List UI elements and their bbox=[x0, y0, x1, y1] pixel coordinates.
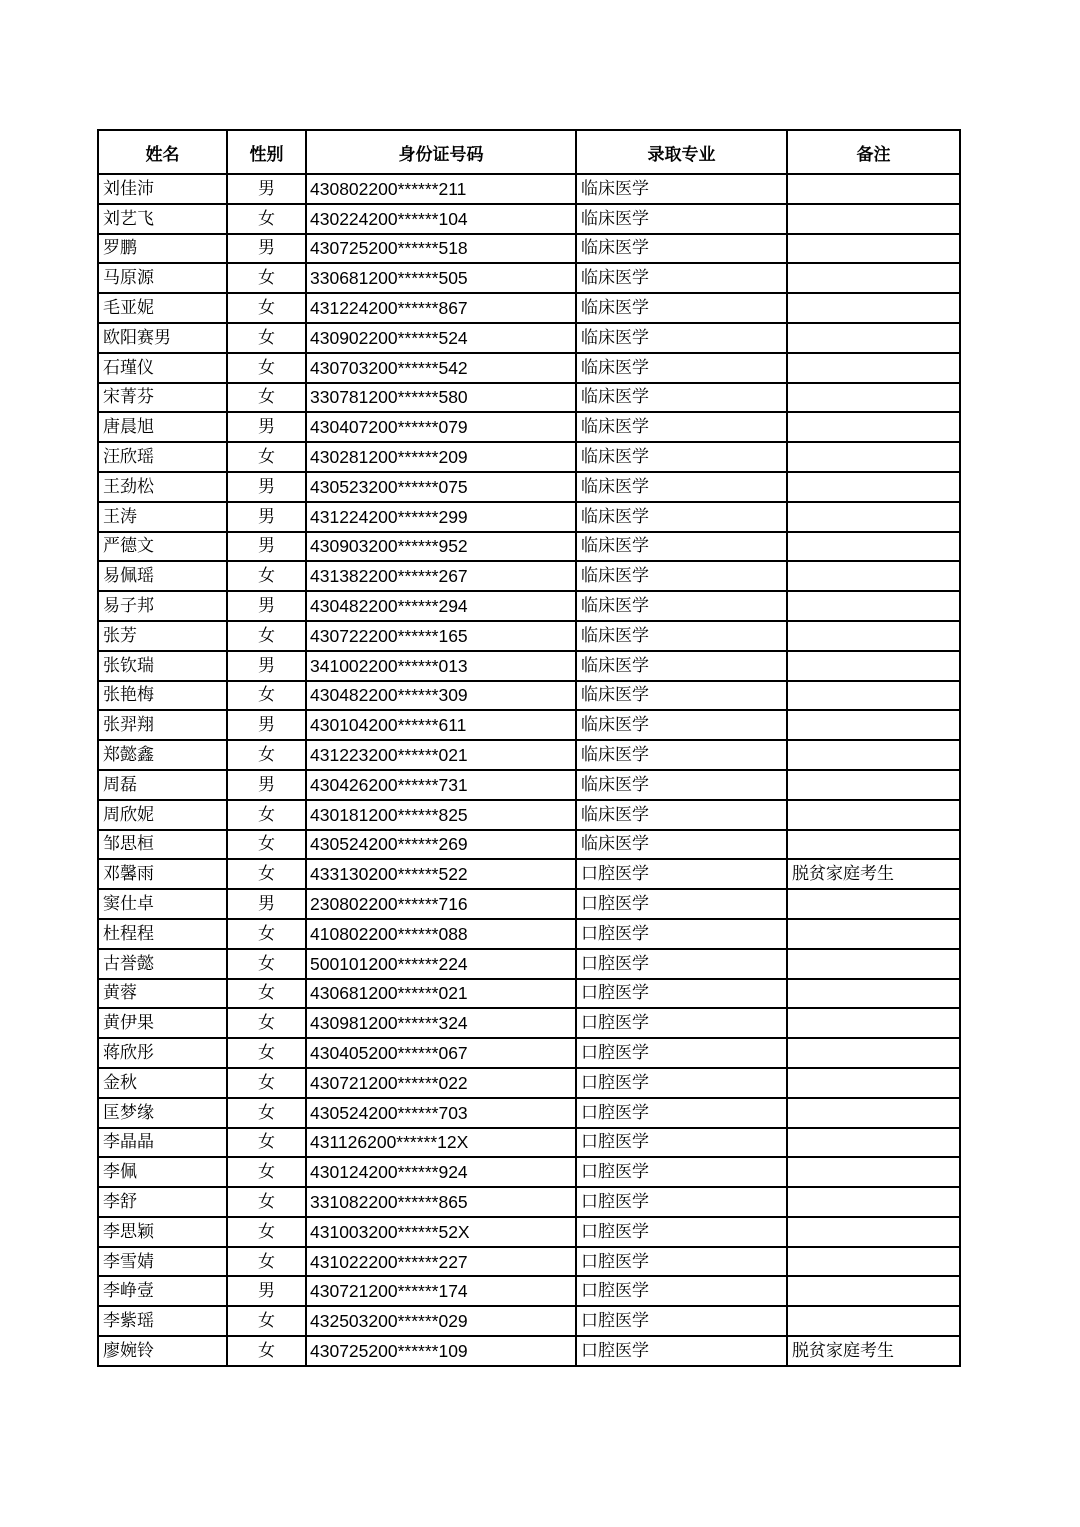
table-row bbox=[98, 532, 960, 562]
name-cell: 张羿翔 bbox=[98, 710, 227, 740]
header-id-number: 身份证号码 bbox=[306, 130, 576, 174]
id-number-cell: 430681200******021 bbox=[306, 979, 576, 1009]
id-number-cell: 430721200******174 bbox=[306, 1276, 576, 1306]
name-cell: 欧阳赛男 bbox=[98, 323, 227, 353]
remark-cell bbox=[787, 263, 960, 293]
gender-cell: 女 bbox=[227, 740, 306, 770]
table-row bbox=[98, 1306, 960, 1336]
remark-cell bbox=[787, 502, 960, 532]
major-cell: 临床医学 bbox=[576, 710, 787, 740]
name-cell: 郑懿鑫 bbox=[98, 740, 227, 770]
remark-cell bbox=[787, 323, 960, 353]
major-cell: 临床医学 bbox=[576, 412, 787, 442]
id-number-cell: 430405200******067 bbox=[306, 1038, 576, 1068]
name-cell: 易子邦 bbox=[98, 591, 227, 621]
table-row bbox=[98, 919, 960, 949]
id-number-cell: 430721200******022 bbox=[306, 1068, 576, 1098]
major-cell: 临床医学 bbox=[576, 472, 787, 502]
name-cell: 蒋欣彤 bbox=[98, 1038, 227, 1068]
header-gender: 性别 bbox=[227, 130, 306, 174]
remark-cell bbox=[787, 979, 960, 1009]
table-row bbox=[98, 1247, 960, 1277]
remark-cell bbox=[787, 1128, 960, 1158]
name-cell: 石瑾仪 bbox=[98, 353, 227, 383]
id-number-cell: 431224200******867 bbox=[306, 293, 576, 323]
table-row bbox=[98, 1187, 960, 1217]
id-number-cell: 430722200******165 bbox=[306, 621, 576, 651]
remark-cell bbox=[787, 1098, 960, 1128]
gender-cell: 男 bbox=[227, 502, 306, 532]
table-row bbox=[98, 383, 960, 413]
remark-cell bbox=[787, 949, 960, 979]
remark-cell bbox=[787, 1068, 960, 1098]
gender-cell: 女 bbox=[227, 353, 306, 383]
remark-cell bbox=[787, 919, 960, 949]
id-number-cell: 430902200******524 bbox=[306, 323, 576, 353]
name-cell: 李佩 bbox=[98, 1157, 227, 1187]
table-row bbox=[98, 949, 960, 979]
table-row bbox=[98, 621, 960, 651]
name-cell: 邓馨雨 bbox=[98, 859, 227, 889]
name-cell: 周磊 bbox=[98, 770, 227, 800]
header-major: 录取专业 bbox=[576, 130, 787, 174]
major-cell: 口腔医学 bbox=[576, 1157, 787, 1187]
remark-cell bbox=[787, 1187, 960, 1217]
table-row bbox=[98, 830, 960, 860]
table-row bbox=[98, 502, 960, 532]
id-number-cell: 430407200******079 bbox=[306, 412, 576, 442]
gender-cell: 女 bbox=[227, 1128, 306, 1158]
remark-cell bbox=[787, 770, 960, 800]
major-cell: 口腔医学 bbox=[576, 1038, 787, 1068]
id-number-cell: 430104200******611 bbox=[306, 710, 576, 740]
gender-cell: 女 bbox=[227, 204, 306, 234]
major-cell: 临床医学 bbox=[576, 621, 787, 651]
remark-cell bbox=[787, 353, 960, 383]
name-cell: 李雪婧 bbox=[98, 1247, 227, 1277]
table-row bbox=[98, 353, 960, 383]
major-cell: 临床医学 bbox=[576, 591, 787, 621]
major-cell: 临床医学 bbox=[576, 502, 787, 532]
gender-cell: 女 bbox=[227, 561, 306, 591]
table-row bbox=[98, 204, 960, 234]
gender-cell: 男 bbox=[227, 234, 306, 264]
remark-cell bbox=[787, 234, 960, 264]
gender-cell: 女 bbox=[227, 979, 306, 1009]
gender-cell: 女 bbox=[227, 1217, 306, 1247]
table-row bbox=[98, 770, 960, 800]
table-row bbox=[98, 561, 960, 591]
gender-cell: 女 bbox=[227, 323, 306, 353]
name-cell: 窦仕卓 bbox=[98, 889, 227, 919]
gender-cell: 女 bbox=[227, 1008, 306, 1038]
major-cell: 临床医学 bbox=[576, 204, 787, 234]
name-cell: 周欣妮 bbox=[98, 800, 227, 830]
name-cell: 李紫瑶 bbox=[98, 1306, 227, 1336]
remark-cell bbox=[787, 293, 960, 323]
major-cell: 口腔医学 bbox=[576, 1128, 787, 1158]
id-number-cell: 433130200******522 bbox=[306, 859, 576, 889]
table-row bbox=[98, 293, 960, 323]
id-number-cell: 430703200******542 bbox=[306, 353, 576, 383]
gender-cell: 女 bbox=[227, 830, 306, 860]
table-row bbox=[98, 1098, 960, 1128]
id-number-cell: 430524200******269 bbox=[306, 830, 576, 860]
id-number-cell: 430523200******075 bbox=[306, 472, 576, 502]
major-cell: 临床医学 bbox=[576, 740, 787, 770]
major-cell: 口腔医学 bbox=[576, 1068, 787, 1098]
table-row bbox=[98, 1128, 960, 1158]
name-cell: 杜程程 bbox=[98, 919, 227, 949]
gender-cell: 女 bbox=[227, 919, 306, 949]
name-cell: 李峥壹 bbox=[98, 1276, 227, 1306]
table-row bbox=[98, 472, 960, 502]
gender-cell: 女 bbox=[227, 949, 306, 979]
name-cell: 王劲松 bbox=[98, 472, 227, 502]
table-row bbox=[98, 1008, 960, 1038]
name-cell: 邹思桓 bbox=[98, 830, 227, 860]
major-cell: 临床医学 bbox=[576, 234, 787, 264]
id-number-cell: 431223200******021 bbox=[306, 740, 576, 770]
name-cell: 易佩瑶 bbox=[98, 561, 227, 591]
gender-cell: 女 bbox=[227, 263, 306, 293]
major-cell: 口腔医学 bbox=[576, 1217, 787, 1247]
id-number-cell: 330781200******580 bbox=[306, 383, 576, 413]
gender-cell: 女 bbox=[227, 293, 306, 323]
table-row bbox=[98, 174, 960, 204]
id-number-cell: 430482200******309 bbox=[306, 681, 576, 711]
id-number-cell: 430181200******825 bbox=[306, 800, 576, 830]
name-cell: 王涛 bbox=[98, 502, 227, 532]
table-row bbox=[98, 1157, 960, 1187]
header-row bbox=[98, 130, 960, 174]
major-cell: 口腔医学 bbox=[576, 949, 787, 979]
major-cell: 临床医学 bbox=[576, 532, 787, 562]
table-row bbox=[98, 800, 960, 830]
major-cell: 口腔医学 bbox=[576, 1008, 787, 1038]
id-number-cell: 430981200******324 bbox=[306, 1008, 576, 1038]
id-number-cell: 331082200******865 bbox=[306, 1187, 576, 1217]
gender-cell: 女 bbox=[227, 1336, 306, 1366]
name-cell: 严德文 bbox=[98, 532, 227, 562]
name-cell: 刘艺飞 bbox=[98, 204, 227, 234]
remark-cell bbox=[787, 1157, 960, 1187]
name-cell: 张艳梅 bbox=[98, 681, 227, 711]
name-cell: 廖婉铃 bbox=[98, 1336, 227, 1366]
table-row bbox=[98, 651, 960, 681]
name-cell: 马原源 bbox=[98, 263, 227, 293]
major-cell: 临床医学 bbox=[576, 651, 787, 681]
gender-cell: 男 bbox=[227, 174, 306, 204]
table-row bbox=[98, 979, 960, 1009]
remark-cell bbox=[787, 1247, 960, 1277]
remark-cell bbox=[787, 442, 960, 472]
remark-cell bbox=[787, 174, 960, 204]
name-cell: 罗鹏 bbox=[98, 234, 227, 264]
id-number-cell: 430802200******211 bbox=[306, 174, 576, 204]
gender-cell: 男 bbox=[227, 1276, 306, 1306]
gender-cell: 女 bbox=[227, 621, 306, 651]
major-cell: 口腔医学 bbox=[576, 1247, 787, 1277]
id-number-cell: 341002200******013 bbox=[306, 651, 576, 681]
id-number-cell: 430524200******703 bbox=[306, 1098, 576, 1128]
id-number-cell: 430725200******109 bbox=[306, 1336, 576, 1366]
id-number-cell: 230802200******716 bbox=[306, 889, 576, 919]
remark-cell bbox=[787, 1306, 960, 1336]
name-cell: 张芳 bbox=[98, 621, 227, 651]
table-body bbox=[98, 174, 960, 1366]
id-number-cell: 431224200******299 bbox=[306, 502, 576, 532]
major-cell: 临床医学 bbox=[576, 353, 787, 383]
id-number-cell: 430224200******104 bbox=[306, 204, 576, 234]
name-cell: 匡梦缘 bbox=[98, 1098, 227, 1128]
gender-cell: 男 bbox=[227, 532, 306, 562]
gender-cell: 女 bbox=[227, 1187, 306, 1217]
table-row bbox=[98, 234, 960, 264]
gender-cell: 女 bbox=[227, 1157, 306, 1187]
remark-cell bbox=[787, 830, 960, 860]
name-cell: 黄蓉 bbox=[98, 979, 227, 1009]
gender-cell: 男 bbox=[227, 412, 306, 442]
table-row bbox=[98, 1068, 960, 1098]
table-row bbox=[98, 740, 960, 770]
remark-cell bbox=[787, 710, 960, 740]
table-row bbox=[98, 323, 960, 353]
major-cell: 临床医学 bbox=[576, 263, 787, 293]
id-number-cell: 330681200******505 bbox=[306, 263, 576, 293]
gender-cell: 女 bbox=[227, 1306, 306, 1336]
id-number-cell: 430903200******952 bbox=[306, 532, 576, 562]
gender-cell: 男 bbox=[227, 591, 306, 621]
major-cell: 口腔医学 bbox=[576, 1306, 787, 1336]
table-row bbox=[98, 681, 960, 711]
remark-cell bbox=[787, 1217, 960, 1247]
table-row bbox=[98, 412, 960, 442]
name-cell: 李思颖 bbox=[98, 1217, 227, 1247]
major-cell: 临床医学 bbox=[576, 293, 787, 323]
name-cell: 古誉懿 bbox=[98, 949, 227, 979]
remark-cell bbox=[787, 889, 960, 919]
name-cell: 唐晨旭 bbox=[98, 412, 227, 442]
id-number-cell: 410802200******088 bbox=[306, 919, 576, 949]
gender-cell: 女 bbox=[227, 383, 306, 413]
table-row bbox=[98, 859, 960, 889]
remark-cell bbox=[787, 651, 960, 681]
id-number-cell: 430426200******731 bbox=[306, 770, 576, 800]
gender-cell: 女 bbox=[227, 859, 306, 889]
gender-cell: 女 bbox=[227, 1068, 306, 1098]
remark-cell bbox=[787, 681, 960, 711]
remark-cell bbox=[787, 383, 960, 413]
name-cell: 李晶晶 bbox=[98, 1128, 227, 1158]
id-number-cell: 431003200******52X bbox=[306, 1217, 576, 1247]
major-cell: 口腔医学 bbox=[576, 859, 787, 889]
gender-cell: 女 bbox=[227, 1247, 306, 1277]
gender-cell: 男 bbox=[227, 710, 306, 740]
remark-cell bbox=[787, 1276, 960, 1306]
gender-cell: 女 bbox=[227, 1098, 306, 1128]
gender-cell: 女 bbox=[227, 1038, 306, 1068]
major-cell: 口腔医学 bbox=[576, 1276, 787, 1306]
remark-cell bbox=[787, 800, 960, 830]
remark-cell bbox=[787, 561, 960, 591]
name-cell: 毛亚妮 bbox=[98, 293, 227, 323]
remark-cell: 脱贫家庭考生 bbox=[787, 1336, 960, 1366]
major-cell: 临床医学 bbox=[576, 770, 787, 800]
remark-cell bbox=[787, 204, 960, 234]
major-cell: 临床医学 bbox=[576, 561, 787, 591]
remark-cell bbox=[787, 532, 960, 562]
gender-cell: 男 bbox=[227, 651, 306, 681]
name-cell: 张钦瑞 bbox=[98, 651, 227, 681]
gender-cell: 男 bbox=[227, 770, 306, 800]
remark-cell bbox=[787, 412, 960, 442]
remark-cell bbox=[787, 621, 960, 651]
gender-cell: 女 bbox=[227, 800, 306, 830]
table-row bbox=[98, 889, 960, 919]
id-number-cell: 430124200******924 bbox=[306, 1157, 576, 1187]
major-cell: 口腔医学 bbox=[576, 1098, 787, 1128]
gender-cell: 女 bbox=[227, 681, 306, 711]
id-number-cell: 430281200******209 bbox=[306, 442, 576, 472]
major-cell: 临床医学 bbox=[576, 800, 787, 830]
remark-cell bbox=[787, 740, 960, 770]
major-cell: 临床医学 bbox=[576, 383, 787, 413]
remark-cell bbox=[787, 591, 960, 621]
table-row bbox=[98, 1276, 960, 1306]
table-row bbox=[98, 1038, 960, 1068]
major-cell: 口腔医学 bbox=[576, 1187, 787, 1217]
table-row bbox=[98, 1217, 960, 1247]
remark-cell: 脱贫家庭考生 bbox=[787, 859, 960, 889]
id-number-cell: 500101200******224 bbox=[306, 949, 576, 979]
name-cell: 李舒 bbox=[98, 1187, 227, 1217]
table-row bbox=[98, 263, 960, 293]
major-cell: 临床医学 bbox=[576, 830, 787, 860]
remark-cell bbox=[787, 1038, 960, 1068]
remark-cell bbox=[787, 472, 960, 502]
major-cell: 临床医学 bbox=[576, 442, 787, 472]
id-number-cell: 431022200******227 bbox=[306, 1247, 576, 1277]
table-row bbox=[98, 710, 960, 740]
remark-cell bbox=[787, 1008, 960, 1038]
table-row bbox=[98, 591, 960, 621]
major-cell: 口腔医学 bbox=[576, 979, 787, 1009]
id-number-cell: 431382200******267 bbox=[306, 561, 576, 591]
gender-cell: 女 bbox=[227, 442, 306, 472]
id-number-cell: 430482200******294 bbox=[306, 591, 576, 621]
name-cell: 金秋 bbox=[98, 1068, 227, 1098]
header-name: 姓名 bbox=[98, 130, 227, 174]
major-cell: 临床医学 bbox=[576, 323, 787, 353]
major-cell: 临床医学 bbox=[576, 174, 787, 204]
id-number-cell: 431126200******12X bbox=[306, 1128, 576, 1158]
major-cell: 临床医学 bbox=[576, 681, 787, 711]
name-cell: 汪欣瑶 bbox=[98, 442, 227, 472]
major-cell: 口腔医学 bbox=[576, 1336, 787, 1366]
major-cell: 口腔医学 bbox=[576, 919, 787, 949]
name-cell: 宋菁芬 bbox=[98, 383, 227, 413]
major-cell: 口腔医学 bbox=[576, 889, 787, 919]
table-row bbox=[98, 442, 960, 472]
gender-cell: 男 bbox=[227, 889, 306, 919]
admission-table bbox=[97, 129, 961, 1367]
gender-cell: 男 bbox=[227, 472, 306, 502]
header-remark: 备注 bbox=[787, 130, 960, 174]
id-number-cell: 430725200******518 bbox=[306, 234, 576, 264]
table-row bbox=[98, 1336, 960, 1366]
name-cell: 黄伊果 bbox=[98, 1008, 227, 1038]
id-number-cell: 432503200******029 bbox=[306, 1306, 576, 1336]
name-cell: 刘佳沛 bbox=[98, 174, 227, 204]
